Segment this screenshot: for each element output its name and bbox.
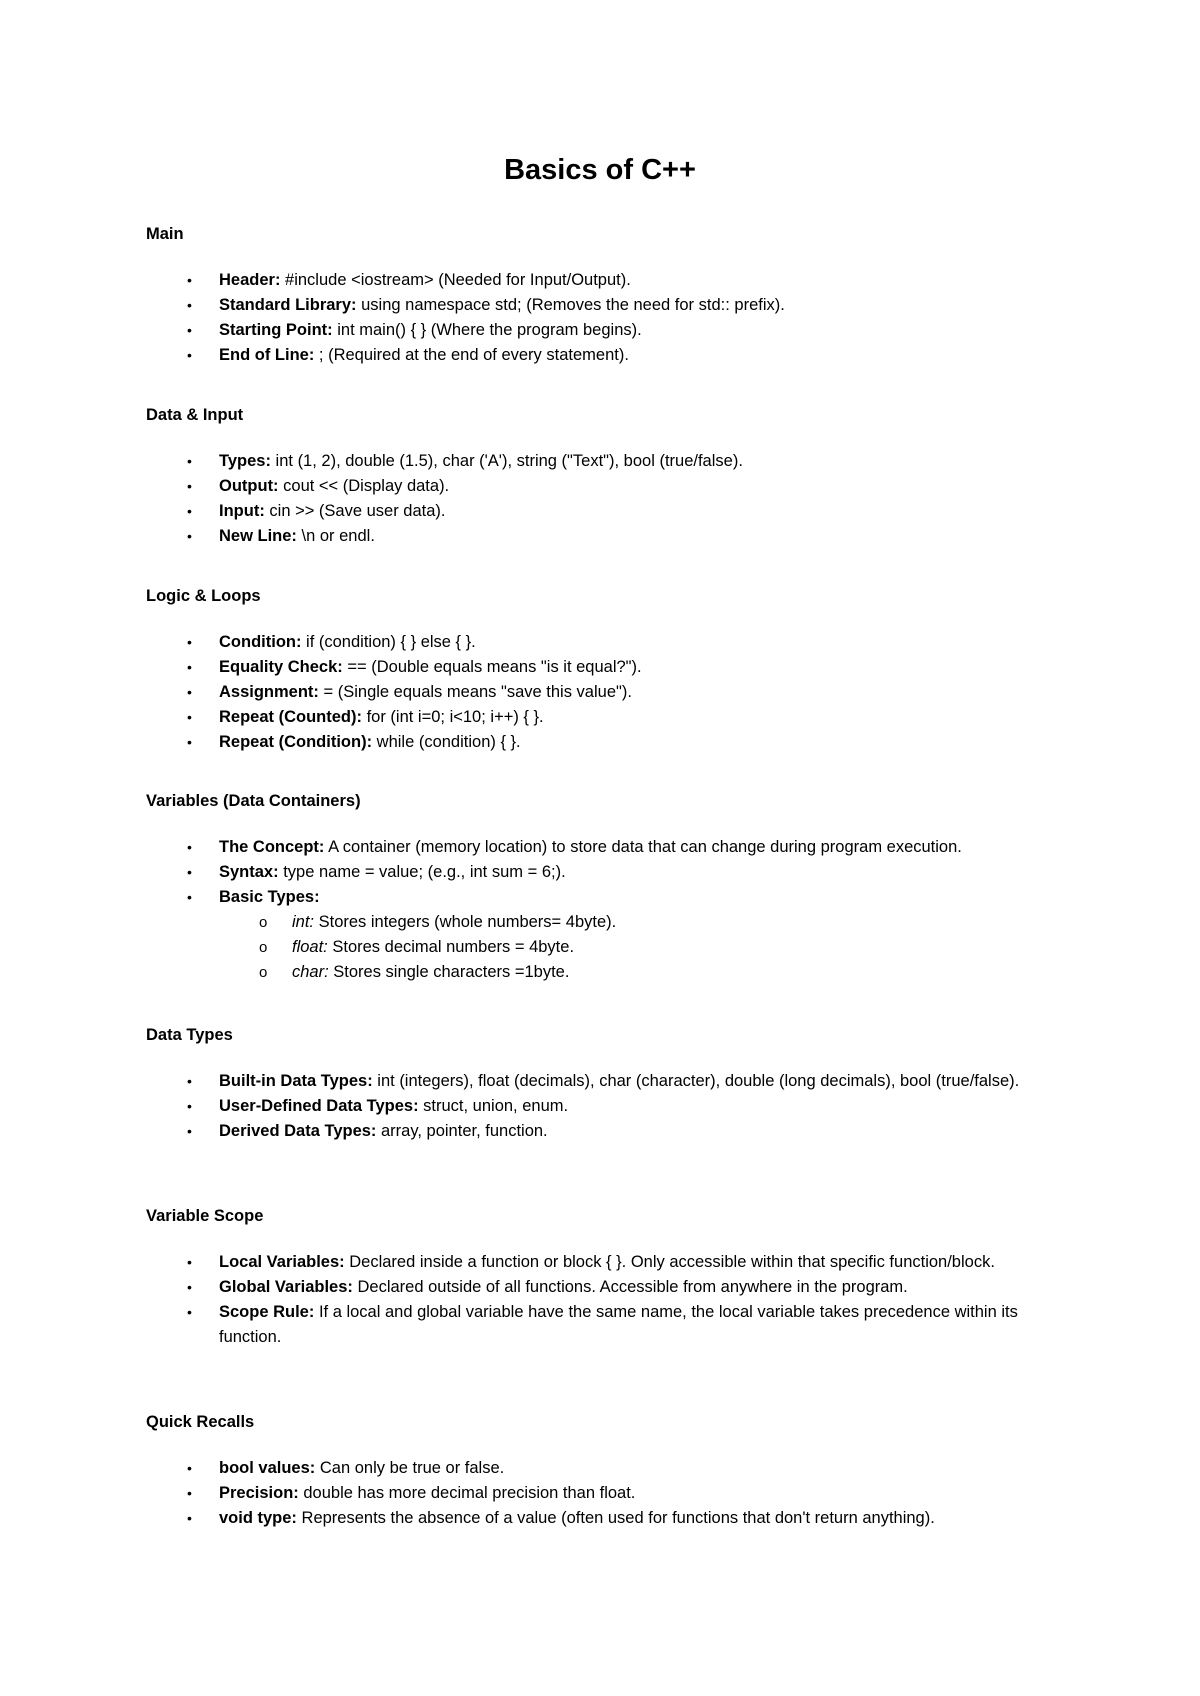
page-title: Basics of C++ — [504, 154, 696, 186]
list-item — [146, 885, 1066, 985]
item-term: Syntax: — [219, 863, 279, 881]
sub-item-text: Stores decimal numbers = 4byte. — [327, 938, 575, 956]
sub-list-item — [219, 935, 1066, 960]
item-text: = (Single equals means "save this value"). — [318, 683, 632, 701]
bullet-icon: • — [187, 839, 192, 855]
list-item — [146, 1300, 1066, 1350]
list-item — [146, 1119, 1066, 1144]
item-term: Derived Data Types: — [219, 1122, 377, 1140]
bullet-icon: • — [187, 1510, 192, 1526]
bullet-icon: • — [187, 684, 192, 700]
bullet-icon: • — [187, 528, 192, 544]
sub-item-term: int: — [292, 913, 315, 931]
list-item — [146, 680, 1066, 705]
section-heading: Data Types — [146, 1026, 233, 1044]
item-text: type name = value; (e.g., int sum = 6;). — [278, 863, 566, 881]
section-heading: Logic & Loops — [146, 587, 261, 605]
bullet-icon: • — [187, 347, 192, 363]
item-text: ; (Required at the end of every statement). — [314, 346, 629, 364]
list-item — [146, 730, 1066, 755]
bullet-list — [146, 449, 1066, 549]
section-heading: Main — [146, 225, 184, 243]
sub-item-term: char: — [292, 963, 329, 981]
list-item — [146, 449, 1066, 474]
bullet-icon: • — [187, 1254, 192, 1270]
sub-bullet-list — [219, 910, 1066, 985]
list-item — [146, 835, 1066, 860]
section-heading: Quick Recalls — [146, 1413, 255, 1431]
item-term: Starting Point: — [219, 321, 333, 339]
item-text: cout << (Display data). — [278, 477, 450, 495]
bullet-icon: • — [187, 634, 192, 650]
item-term: Basic Types: — [219, 888, 320, 906]
item-text: int (1, 2), double (1.5), char ('A'), string ("Text"), bool (true/false). — [270, 452, 743, 470]
item-term: Condition: — [219, 633, 302, 651]
item-text: \n or endl. — [296, 527, 375, 545]
sub-item-term: float: — [292, 938, 328, 956]
item-term: Repeat (Counted): — [219, 708, 362, 726]
bullet-icon: • — [187, 272, 192, 288]
list-item — [146, 1481, 1066, 1506]
item-term: bool values: — [219, 1459, 316, 1477]
section-heading: Data & Input — [146, 406, 244, 424]
item-text: array, pointer, function. — [376, 1122, 548, 1140]
bullet-icon: • — [187, 322, 192, 338]
list-item — [146, 524, 1066, 549]
item-text: == (Double equals means "is it equal?"). — [342, 658, 642, 676]
bullet-icon: • — [187, 889, 192, 905]
item-term: Header: — [219, 271, 281, 289]
bullet-icon: • — [187, 1304, 192, 1320]
sub-list-item — [219, 910, 1066, 935]
bullet-icon: • — [187, 453, 192, 469]
list-item — [146, 860, 1066, 885]
item-term: Assignment: — [219, 683, 319, 701]
item-term: Input: — [219, 502, 265, 520]
item-term: End of Line: — [219, 346, 315, 364]
list-item — [146, 318, 1066, 343]
bullet-icon: • — [187, 1279, 192, 1295]
item-term: Built-in Data Types: — [219, 1072, 373, 1090]
item-text: int main() { } (Where the program begins). — [332, 321, 642, 339]
item-text: Declared inside a function or block { }. Only accessible within that specific function/block. — [344, 1253, 995, 1271]
item-text: double has more decimal precision than float. — [298, 1484, 636, 1502]
item-text: cin >> (Save user data). — [264, 502, 446, 520]
item-text: while (condition) { }. — [372, 733, 521, 751]
section-data-input — [146, 403, 1066, 549]
item-text: #include <iostream> (Needed for Input/Output). — [280, 271, 631, 289]
bullet-icon: • — [187, 1460, 192, 1476]
sub-list-item — [219, 960, 1066, 985]
bullet-list — [146, 1250, 1066, 1350]
bullet-icon: • — [187, 659, 192, 675]
item-text: Declared outside of all functions. Accessible from anywhere in the program. — [352, 1278, 908, 1296]
list-item — [146, 1456, 1066, 1481]
list-item — [146, 1250, 1066, 1275]
item-term: New Line: — [219, 527, 297, 545]
sub-item-text: Stores integers (whole numbers= 4byte). — [314, 913, 617, 931]
section-heading: Variable Scope — [146, 1207, 264, 1225]
list-item — [146, 474, 1066, 499]
item-text: int (integers), float (decimals), char (character), double (long decimals), bool (true/false). — [372, 1072, 1020, 1090]
bullet-list — [146, 1456, 1066, 1531]
list-item — [146, 268, 1066, 293]
section-main — [146, 222, 1066, 368]
list-item — [146, 1069, 1066, 1094]
bullet-icon: • — [187, 1073, 192, 1089]
item-term: Standard Library: — [219, 296, 357, 314]
list-item — [146, 1506, 1066, 1531]
item-text: Represents the absence of a value (often used for functions that don't return anything). — [296, 1509, 935, 1527]
section-data-types — [146, 1023, 1066, 1144]
item-term: The Concept: — [219, 838, 325, 856]
list-item — [146, 655, 1066, 680]
item-text: A container (memory location) to store data that can change during program execution. — [324, 838, 962, 856]
item-term: Repeat (Condition): — [219, 733, 373, 751]
item-text: using namespace std; (Removes the need for std:: prefix). — [356, 296, 785, 314]
list-item — [146, 499, 1066, 524]
section-quick-recalls — [146, 1410, 1066, 1531]
section-heading: Variables (Data Containers) — [146, 792, 361, 810]
item-term: Equality Check: — [219, 658, 343, 676]
list-item — [146, 343, 1066, 368]
section-variables — [146, 789, 1066, 985]
list-item — [146, 705, 1066, 730]
item-text: struct, union, enum. — [418, 1097, 569, 1115]
list-item — [146, 1094, 1066, 1119]
bullet-icon: • — [187, 478, 192, 494]
list-item — [146, 1275, 1066, 1300]
item-term: Types: — [219, 452, 271, 470]
item-term: User-Defined Data Types: — [219, 1097, 419, 1115]
section-logic-loops — [146, 584, 1066, 755]
circle-bullet-icon: o — [259, 939, 268, 956]
item-text: Can only be true or false. — [315, 1459, 505, 1477]
section-variable-scope — [146, 1204, 1066, 1350]
circle-bullet-icon: o — [259, 964, 268, 981]
item-term: Global Variables: — [219, 1278, 353, 1296]
bullet-icon: • — [187, 503, 192, 519]
bullet-list — [146, 268, 1066, 368]
list-item — [146, 293, 1066, 318]
bullet-icon: • — [187, 709, 192, 725]
bullet-list — [146, 630, 1066, 755]
bullet-icon: • — [187, 1098, 192, 1114]
item-term: Scope Rule: — [219, 1303, 315, 1321]
item-term: Precision: — [219, 1484, 299, 1502]
item-term: void type: — [219, 1509, 297, 1527]
sub-item-text: Stores single characters =1byte. — [328, 963, 570, 981]
bullet-icon: • — [187, 864, 192, 880]
item-term: Output: — [219, 477, 279, 495]
bullet-icon: • — [187, 297, 192, 313]
bullet-list — [146, 1069, 1066, 1144]
item-text: If a local and global variable have the same name, the local variable takes precedence within its function. — [219, 1303, 1018, 1346]
item-text: if (condition) { } else { }. — [301, 633, 476, 651]
item-text: for (int i=0; i<10; i++) { }. — [362, 708, 544, 726]
circle-bullet-icon: o — [259, 914, 268, 931]
item-term: Local Variables: — [219, 1253, 345, 1271]
bullet-icon: • — [187, 734, 192, 750]
bullet-list — [146, 835, 1066, 985]
list-item — [146, 630, 1066, 655]
bullet-icon: • — [187, 1123, 192, 1139]
bullet-icon: • — [187, 1485, 192, 1501]
